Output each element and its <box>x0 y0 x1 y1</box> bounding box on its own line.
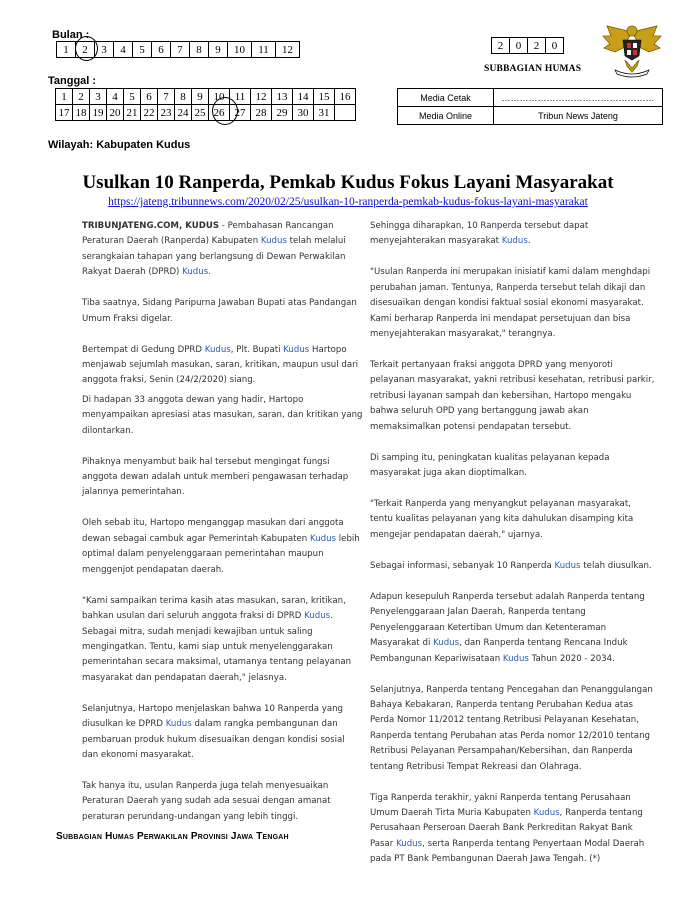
date-cell: 8 <box>175 89 192 105</box>
text-line: Di samping itu, peningkatan kualitas pelayanan kepada <box>370 452 610 463</box>
article-right-column <box>370 219 654 868</box>
paragraph <box>82 702 363 764</box>
date-cell: 20 <box>107 105 124 121</box>
text-line: Bahaya Kebakaran, Ranperda tentang Perubahan Kedua atas <box>370 699 633 710</box>
text-line: Oleh sebab itu, Hartopo menganggap masukan dari anggota <box>82 518 344 529</box>
date-cell: 17 <box>56 105 73 121</box>
paragraph <box>82 296 363 327</box>
kudus-link[interactable]: Kudus <box>182 267 209 278</box>
news-source: TRIBUNJATENG.COM, KUDUS <box>82 221 220 231</box>
paragraph <box>82 516 363 578</box>
text-line: Selanjutnya, Ranperda tentang Pencegahan dan Penanggulangan <box>370 684 653 695</box>
text-line: Umum Daerah Tirta Muria Kabupaten Kudus, Ranperda tentang <box>370 807 643 818</box>
paragraph <box>370 219 654 250</box>
year-digit-cell: 2 <box>492 38 510 54</box>
subbagian-humas-label: SUBBAGIAN HUMAS <box>484 64 582 74</box>
text-line: dilontarkan. <box>82 425 134 436</box>
kudus-link[interactable]: Kudus <box>554 560 581 571</box>
text-line: Umum Fraksi digelar. <box>82 313 173 324</box>
text-line: Peraturan Daerah yang sudah ada sesuai dengan amanat <box>82 796 331 807</box>
year-digit-cell: 0 <box>546 38 564 54</box>
text-line: Sebagai informasi, sebanyak 10 Ranperda Kudus telah diusulkan. <box>370 560 652 571</box>
text-line: serangkaian tahapan yang berlangsung di Dewan Perwakilan <box>82 251 346 262</box>
month-cell: 7 <box>171 42 190 58</box>
kudus-link[interactable]: Kudus <box>260 236 287 247</box>
text-line: "Kami sampaikan terima kasih atas masukan, saran, kritikan, <box>82 595 346 606</box>
text-line: Ranperda tentang Perubahan atas Perda nomor 12/2010 tentang <box>370 730 650 741</box>
kudus-link[interactable]: Kudus <box>165 719 192 730</box>
text-line: Masyarakat di Kudus, dan Ranperda tentang Rencana Induk <box>370 638 628 649</box>
month-cell: 12 <box>276 42 300 58</box>
month-cell: 11 <box>252 42 276 58</box>
date-cell: 4 <box>107 89 124 105</box>
date-grid <box>55 88 356 121</box>
month-cell: 4 <box>114 42 133 58</box>
text-line: mengingatkan. Tentu, kami siap untuk menyelenggarakan <box>82 641 333 652</box>
text-line: tentu kualitas pelayanan yang kita dahulukan disamping kita <box>370 514 634 525</box>
paragraph <box>370 791 654 868</box>
date-cell: 5 <box>124 89 141 105</box>
date-cell: 7 <box>158 89 175 105</box>
kudus-link[interactable]: Kudus <box>533 807 560 818</box>
paragraph <box>370 451 654 482</box>
text-line: perubahan jaman. Tentunya, Ranperda tersebut telah dikaji dan <box>370 282 646 293</box>
paragraph <box>82 455 363 501</box>
month-cell: 10 <box>228 42 252 58</box>
date-cell: 1 <box>56 89 73 105</box>
text-line: pemerintahan secara maksimal, utamanya tentang pelayanan <box>82 657 352 668</box>
kudus-link[interactable]: Kudus <box>501 236 528 247</box>
kudus-link[interactable]: Kudus <box>309 533 337 544</box>
wilayah-label: Wilayah: Kabupaten Kudus <box>48 139 191 151</box>
article-title: Usulkan 10 Ranperda, Pemkab Kudus Fokus Layani Masyarakat <box>82 172 614 193</box>
article-url-link[interactable]: https://jateng.tribunnews.com/2020/02/25/usulkan-10-ranperda-pemkab-kudus-fokus-layani-masyarakat <box>108 196 588 208</box>
text-line: Tiba saatnya, Sidang Paripurna Jawaban Bupati atas Pandangan <box>82 298 357 309</box>
text-line: "Usulan Ranperda ini merupakan inisiatif kami dalam menghdapi <box>370 267 651 278</box>
text-line: Selanjutnya, Hartopo menjelaskan bahwa 10 Ranperda yang <box>82 703 344 714</box>
selected-month-circle <box>75 36 98 61</box>
media-online-value: Tribun News Jateng <box>494 107 663 125</box>
garuda-emblem <box>601 22 663 80</box>
text-line: retribusi layanan sampah dan kebersihan, Hartopo mengaku <box>370 390 632 401</box>
date-cell: 13 <box>272 89 293 105</box>
year-digit-cell: 2 <box>528 38 546 54</box>
text-line: diusulkan ke DPRD Kudus dalam rangka pembangunan dan <box>82 719 338 730</box>
text-line: TRIBUNJATENG.COM, KUDUS - Pembahasan Rancangan <box>82 221 334 231</box>
date-cell: 11 <box>230 89 251 105</box>
text-line: Penyelenggaraan Jalan Daerah, Ranperda tentang <box>370 607 586 618</box>
year-digit-cell: 0 <box>510 38 528 54</box>
kudus-link[interactable]: Kudus <box>204 344 231 355</box>
text-line: menyampaikan apresiasi atas masukan, saran, dan kritikan yang <box>82 410 363 421</box>
date-cell: 23 <box>158 105 175 121</box>
text-line: dan ekonomi masyarakat. <box>82 749 194 760</box>
text-line: disesuaikan dengan kondisi faktual sosial ekonomi masyarakat. <box>370 298 644 309</box>
text-line: optimal dalam penyelenggaraan pemerintahan maupun <box>82 549 324 560</box>
kudus-link[interactable]: Kudus <box>502 653 529 664</box>
text-line: mengejar pendapatan daerah," ujarnya. <box>370 529 543 540</box>
date-cell: 21 <box>124 105 141 121</box>
date-cell: 27 <box>230 105 251 121</box>
text-line: menggenjot pendapatan daerah. <box>82 564 224 575</box>
text-line: Penyelenggaraan Ketertiban Umum dan Ketenteraman <box>370 622 607 633</box>
paragraph <box>370 559 654 574</box>
date-cell: 12 <box>251 89 272 105</box>
media-cetak-label: Media Cetak <box>398 89 494 107</box>
footer-label: Subbagian Humas Perwakilan Provinsi Jawa Tengah <box>56 831 289 842</box>
text-line: Kami berharap Ranperda ini mendapat persetujuan dan bisa <box>370 313 631 324</box>
month-cell: 2 <box>76 42 95 58</box>
paragraph <box>370 358 654 435</box>
kudus-link[interactable]: Kudus <box>396 838 423 849</box>
text-line: Sehingga diharapkan, 10 Ranperda tersebut dapat <box>370 221 589 231</box>
kudus-link[interactable]: Kudus <box>283 344 310 355</box>
text-line: Tiga Ranperda terakhir, yakni Ranperda tentang Perusahaan <box>370 792 631 803</box>
date-cell: 22 <box>141 105 158 121</box>
text-line: masyarakat juga akan dioptimalkan. <box>370 468 527 479</box>
date-cell: 19 <box>90 105 107 121</box>
paragraph <box>82 393 363 439</box>
text-line: peraturan perundang-undangan yang lebih tinggi. <box>82 811 299 822</box>
kudus-link[interactable]: Kudus <box>433 638 460 649</box>
text-line: memaksimalkan potensi pendapatan tersebut. <box>370 421 572 432</box>
text-line: menjawab sejumlah masukan, saran, kritikan, maupun usul dari <box>82 360 359 371</box>
text-line: bahkan usulan dari seluruh anggota fraksi di DPRD Kudus. <box>82 611 333 622</box>
date-cell: 18 <box>73 105 90 121</box>
text-line: Perusahaan Perseroan Daerah Bank Perkreditan Rakyat Bank <box>370 823 633 834</box>
text-line: Rakyat Daerah (DPRD) Kudus. <box>82 267 211 278</box>
month-cell: 9 <box>209 42 228 58</box>
text-line: Pembangunan Kepariwisataan Kudus Tahun 2020 - 2034. <box>370 653 615 664</box>
text-line: menyejahterakan masyarakat," terangnya. <box>370 329 556 340</box>
month-cell: 1 <box>57 42 76 58</box>
paragraph <box>82 779 363 825</box>
text-line: Sebagai mitra, sudah menjadi kewajiban untuk saling <box>82 626 313 637</box>
text-line: pada PT Bank Pembangunan Daerah Jawa Tengah. (*) <box>370 854 601 865</box>
text-line: Adapun kesepuluh Ranperda tersebut adalah Ranperda tentang <box>370 591 645 602</box>
date-cell: 25 <box>192 105 209 121</box>
paragraph <box>370 265 654 342</box>
text-line: masyarakat dan pendapatan daerah," jelasnya. <box>82 672 287 683</box>
date-cell: 29 <box>272 105 293 121</box>
month-cell: 8 <box>190 42 209 58</box>
paragraph <box>370 683 654 775</box>
month-cell: 6 <box>152 42 171 58</box>
date-cell: 30 <box>293 105 314 121</box>
date-cell <box>335 105 356 121</box>
text-line: Peraturan Daerah (Ranperda) Kabupaten Kudus telah melalui <box>82 236 346 247</box>
text-line: pelayanan masyarakat, yakni retribusi kesehatan, retribusi parkir, <box>370 375 655 386</box>
date-cell: 9 <box>192 89 209 105</box>
tanggal-label: Tanggal : <box>48 75 97 87</box>
text-line: menyejahterakan masyarakat Kudus. <box>370 236 531 247</box>
paragraph <box>82 594 363 686</box>
paragraph <box>82 343 363 389</box>
text-line: Tak hanya itu, usulan Ranperda juga telah menyesuaikan <box>82 780 329 791</box>
paragraph <box>370 497 654 543</box>
selected-date-circle <box>212 97 238 125</box>
text-line: tentang Retribusi Tempat Rekreasi dan Olahraga. <box>370 761 582 772</box>
text-line: bahwa seluruh OPD yang bertanggung jawab akan <box>370 406 589 417</box>
media-cetak-value: …………………………………………… <box>494 89 663 107</box>
media-table <box>397 88 663 125</box>
text-line: Di hadapan 33 anggota dewan yang hadir, Hartopo <box>82 394 304 405</box>
paragraph <box>370 590 654 667</box>
text-line: Terkait pertanyaan fraksi anggota DPRD yang menyoroti <box>370 360 613 371</box>
date-cell: 16 <box>335 89 356 105</box>
date-cell: 3 <box>90 89 107 105</box>
text-line: Retribusi Pelayanan Persampahan/Kebersihan, dan Ranperda <box>370 746 633 757</box>
media-online-label: Media Online <box>398 107 494 125</box>
text-line: pembaruan produk hukum disesuaikan dengan kondisi sosial <box>82 734 345 745</box>
date-cell: 26 <box>209 105 230 121</box>
year-box <box>491 37 564 54</box>
kudus-link[interactable]: Kudus <box>304 611 331 622</box>
text-line: "Terkait Ranperda yang menyangkut pelayanan masyarakat, <box>370 499 631 510</box>
text-line: Perda Nomor 11/2012 tentang Retribusi Pelayanan Kesehatan, <box>370 715 639 726</box>
date-cell: 28 <box>251 105 272 121</box>
text-line: anggota fraksi, Senin (24/2/2020) siang. <box>82 375 256 386</box>
text-line: jalannya pemerintahan. <box>82 487 185 498</box>
date-cell: 31 <box>314 105 335 121</box>
bulan-label: Bulan : <box>52 29 90 41</box>
date-cell: 15 <box>314 89 335 105</box>
text-line: Pihaknya menyambut baik hal tersebut mengingat fungsi <box>82 456 330 467</box>
text-line: Bertempat di Gedung DPRD Kudus, Plt. Bupati Kudus Hartopo <box>82 344 347 355</box>
article-left-column <box>82 219 363 825</box>
text-line: Pasar Kudus, serta Ranperda tentang Penyertaan Modal Daerah <box>370 838 645 849</box>
paragraph <box>82 219 363 281</box>
date-cell: 24 <box>175 105 192 121</box>
month-cell: 3 <box>95 42 114 58</box>
text-line: anggota dewan adalah untuk memberi pengawasan terhadap <box>82 472 349 483</box>
date-cell: 14 <box>293 89 314 105</box>
date-cell: 10 <box>209 89 230 105</box>
text-line: dewan sebagai cambuk agar Pemerintah Kabupaten Kudus lebih <box>82 533 360 544</box>
month-cell: 5 <box>133 42 152 58</box>
date-cell: 2 <box>73 89 90 105</box>
date-cell: 6 <box>141 89 158 105</box>
